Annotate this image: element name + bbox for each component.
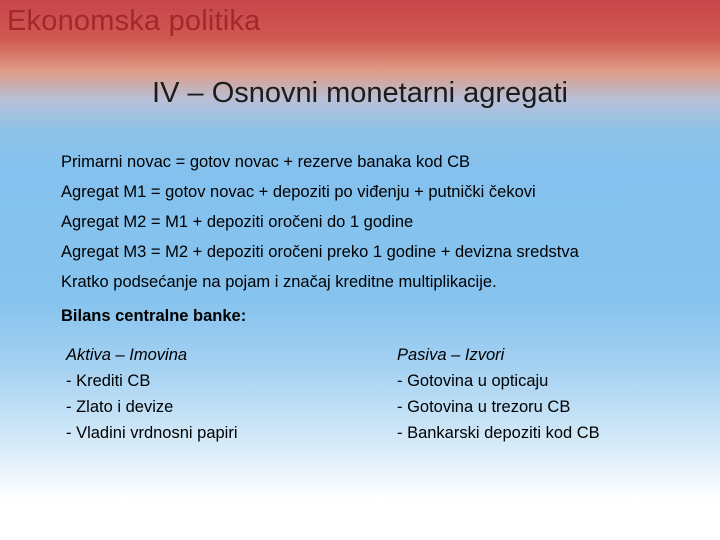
- liabilities-title: Pasiva – Izvori: [397, 346, 505, 364]
- slide-title: IV – Osnovni monetarni agregati: [152, 77, 568, 109]
- aggregate-list: [61, 147, 579, 297]
- assets-column: [66, 342, 238, 446]
- list-item: Agregat M2 = M1 + depoziti oročeni do 1 godine: [61, 213, 414, 231]
- list-item: Agregat M3 = M2 + depoziti oročeni preko 1 godine + devizna sredstva: [61, 243, 579, 261]
- assets-title: Aktiva – Imovina: [66, 346, 188, 364]
- assets-list: [66, 368, 238, 446]
- list-item: - Gotovina u trezoru CB: [397, 398, 571, 416]
- list-item: - Krediti CB: [66, 372, 151, 390]
- liabilities-list: [397, 368, 600, 446]
- balance-heading: Bilans centralne banke:: [61, 307, 247, 325]
- list-item: Kratko podsećanje na pojam i značaj kreditne multiplikacije.: [61, 273, 497, 291]
- liabilities-column: [397, 342, 600, 446]
- list-item: - Zlato i devize: [66, 398, 174, 416]
- app-title: Ekonomska politika: [7, 5, 261, 37]
- list-item: - Vladini vrdnosni papiri: [66, 424, 238, 442]
- list-item: - Gotovina u opticaju: [397, 372, 549, 390]
- list-item: Primarni novac = gotov novac + rezerve banaka kod CB: [61, 153, 471, 171]
- list-item: Agregat M1 = gotov novac + depoziti po viđenju + putnički čekovi: [61, 183, 536, 201]
- list-item: - Bankarski depoziti kod CB: [397, 424, 600, 442]
